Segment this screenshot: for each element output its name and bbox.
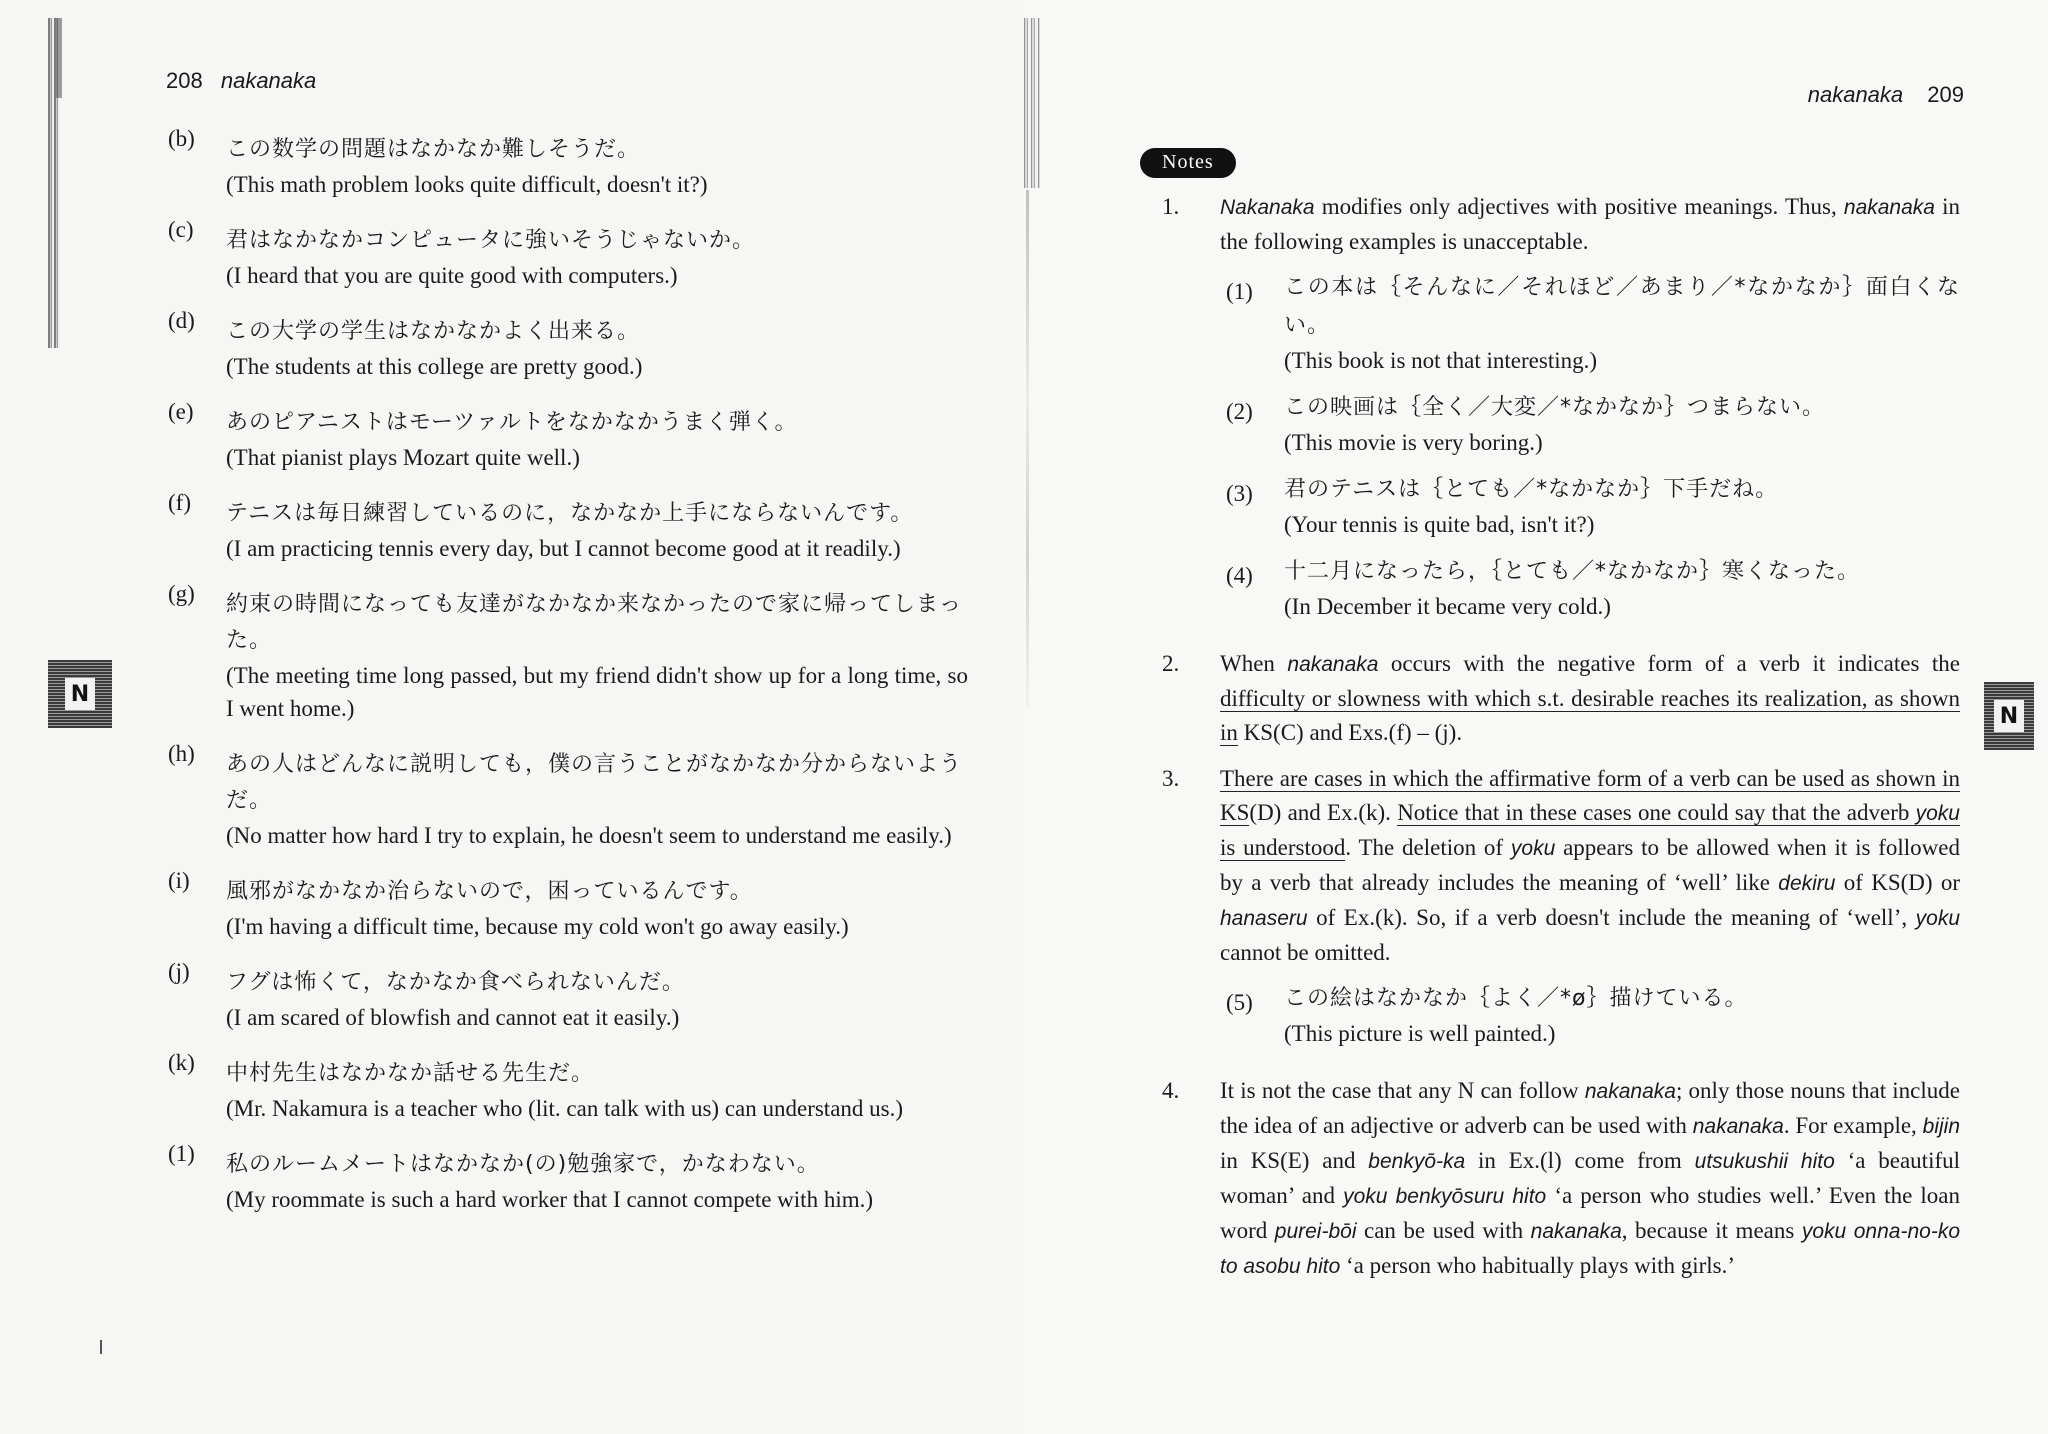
note-span: . The deletion of [1345,835,1511,860]
example-label: (b) [168,126,195,151]
note-span: , because it means [1621,1218,1802,1243]
note-span: . For example, [1783,1113,1923,1138]
term: dekiru [1778,872,1836,895]
example-japanese: 私のルームメートはなかなか(の)勉強家で，かなわない。 [226,1152,820,1177]
example-label: (1) [168,1141,195,1166]
running-head: nakanaka [220,68,317,93]
note-example [1220,269,1960,377]
scan-artifact-mark [100,1340,102,1354]
term: purei-bōi [1274,1220,1357,1243]
note-span: (D) and Ex.(k). [1249,800,1398,825]
term: nakanaka [1530,1220,1622,1243]
section-tab [48,660,112,728]
example-english: (No matter how hard I try to explain, he doesn't seem to understand me easily.) [226,823,952,848]
example-item [168,579,968,725]
example-label: (c) [168,217,194,242]
note-item [1140,647,1960,750]
scan-edge-shadow [56,18,62,98]
note-span: can be used with [1356,1218,1531,1243]
example-label: (h) [168,741,195,766]
note-example-label: (2) [1226,399,1253,424]
note-example [1220,980,1960,1050]
note-span: ; only those nouns that include the idea of an adjective or adverb can be used with [1220,1078,1960,1138]
note-example-japanese: 十二月になったら，｛とても／*なかなか｝寒くなった。 [1284,559,1861,584]
example-japanese: 中村先生はなかなか話せる先生だ。 [226,1061,595,1086]
note-span: It is not the case that any N can follow [1220,1078,1585,1103]
example-item [168,1048,968,1125]
example-japanese: 約束の時間になっても友達がなかなか来なかったので家に帰ってしまった。 [226,592,963,653]
right-page [1024,0,2048,1434]
note-span: modifies only adjectives with positive meanings. Thus, [1314,194,1844,219]
example-item [168,488,968,565]
note-item [1140,762,1960,1062]
example-english: (Mr. Nakamura is a teacher who (lit. can talk with us) can understand us.) [226,1096,904,1121]
note-text [1220,1074,1960,1284]
gutter-shadow [1026,190,1029,710]
example-english: (I heard that you are quite good with computers.) [226,263,678,288]
note-span: cannot be omitted. [1220,940,1391,965]
running-head: nakanaka [1807,82,1904,107]
example-english: (The students at this college are pretty good.) [226,354,643,379]
term: bijin [1922,1115,1960,1138]
term: utsukushii hito [1694,1150,1835,1173]
note-span: KS(C) and Exs.(f) – (j). [1237,720,1463,745]
note-example [1220,553,1960,623]
example-english: (My roommate is such a hard worker that I cannot compete with him.) [226,1187,874,1212]
note-number: 3. [1162,766,1180,791]
note-span: of Ex.(k). So, if a verb doesn't include the meaning of ‘well’, [1307,905,1916,930]
note-example-japanese: この映画は｛全く／大変／*なかなか｝つまらない。 [1284,395,1826,420]
example-item [168,866,968,943]
example-item [168,397,968,474]
note-span: ‘a beautiful woman’ and [1220,1148,1961,1208]
note-example-label: (3) [1226,481,1253,506]
example-japanese: あのピアニストはモーツァルトをなかなかうまく弾く。 [226,410,798,435]
example-english: (The meeting time long passed, but my friend didn't show up for a long time, so I went home.) [226,663,968,721]
example-item [168,957,968,1034]
note-example-label: (4) [1226,563,1253,588]
note-examples [1220,269,1960,623]
example-english: (That pianist plays Mozart quite well.) [226,445,580,470]
example-japanese: テニスは毎日練習しているのに，なかなか上手にならないんです。 [226,501,914,526]
note-number: 2. [1162,651,1180,676]
note-span: ‘a person who habitually plays with girls.’ [1340,1253,1736,1278]
note-example-japanese: 君のテニスは｛とても／*なかなか｝下手だね。 [1284,477,1779,502]
term: nakanaka [1584,1080,1676,1103]
notes-list [1140,190,1960,1296]
section-tab [1984,682,2034,750]
note-example-english: (This movie is very boring.) [1284,430,1543,455]
term: Nakanaka [1220,196,1315,219]
note-example-english: (This book is not that interesting.) [1284,348,1598,373]
example-list [168,124,968,1230]
note-span: in Ex.(l) come from [1465,1148,1695,1173]
example-label: (d) [168,308,195,333]
underlined-span: There are cases in which the affirmative form of a verb can be used as shown in KS [1220,766,1960,825]
example-item [168,306,968,383]
term: yoku onna-no-ko to asobu hito [1220,1220,1960,1278]
example-english: (This math problem looks quite difficult, doesn't it?) [226,172,708,197]
example-japanese: この数学の問題はなかなか難しそうだ。 [226,137,641,162]
example-japanese: フグは怖くて，なかなか食べられないんだ。 [226,970,685,995]
note-example-label: (5) [1226,990,1253,1015]
note-number: 1. [1162,194,1180,219]
note-example-japanese: この絵はなかなか｛よく／*ø｝描けている。 [1284,986,1748,1011]
term: hanaseru [1220,907,1308,930]
example-label: (j) [168,959,190,984]
note-text [1220,647,1960,750]
term: benkyō-ka [1368,1150,1466,1173]
note-item [1140,1074,1960,1284]
note-example-label: (1) [1226,279,1253,304]
note-span: in the following examples is unacceptable. [1220,194,1960,254]
right-page-header [1808,82,1964,108]
example-japanese: 君はなかなかコンピュータに強いそうじゃないか。 [226,228,756,253]
example-item [168,1139,968,1216]
note-span: in KS(E) and [1220,1148,1369,1173]
example-english: (I am scared of blowfish and cannot eat it easily.) [226,1005,680,1030]
notes-badge: Notes [1140,148,1236,178]
page-number: 209 [1927,82,1964,107]
note-span: ‘a person who studies well.’ Even the loan word [1220,1183,1960,1243]
term: yoku [1915,907,1960,930]
note-text [1220,762,1960,1062]
section-tab-letter: N [65,678,95,710]
section-tab-letter: N [1994,700,2024,732]
note-examples [1220,980,1960,1050]
note-example [1220,471,1960,541]
example-item [168,215,968,292]
underlined-span: is understood [1220,835,1346,860]
term: yoku [1510,837,1556,860]
note-example-japanese: この本は｛そんなに／それほど／あまり／*なかなか｝面白くない。 [1284,275,1960,338]
term: nakanaka [1843,196,1935,219]
term: nakanaka [1287,653,1379,676]
example-label: (f) [168,490,191,515]
note-span: occurs with the negative form of a verb it indicates the [1378,651,1961,676]
note-example [1220,389,1960,459]
note-example-english: (Your tennis is quite bad, isn't it?) [1284,512,1595,537]
term: nakanaka [1692,1115,1784,1138]
gutter-shadow [1024,18,1040,188]
example-item [168,739,968,852]
example-item [168,124,968,201]
underlined-span: Notice that in these cases one could say that the adverb [1397,800,1916,825]
left-page-header [166,68,316,94]
note-text [1220,190,1960,635]
term: yoku benkyōsuru hito [1343,1185,1547,1208]
note-span: When [1220,651,1288,676]
example-japanese: 風邪がなかなか治らないので，困っているんです。 [226,879,753,904]
note-span: of KS(D) or [1835,870,1960,895]
example-label: (k) [168,1050,195,1075]
example-label: (i) [168,868,190,893]
note-number: 4. [1162,1078,1180,1103]
note-item [1140,190,1960,635]
term: yoku [1915,802,1960,825]
example-english: (I am practicing tennis every day, but I cannot become good at it readily.) [226,536,901,561]
example-english: (I'm having a difficult time, because my cold won't go away easily.) [226,914,849,939]
page-number: 208 [166,68,203,93]
example-label: (e) [168,399,194,424]
example-label: (g) [168,581,195,606]
underlined-span: difficulty or slowness with which s.t. desirable reaches its realization, as shown in [1220,686,1960,745]
example-japanese: あの人はどんなに説明しても，僕の言うことがなかなか分からないようだ。 [226,752,963,813]
note-span: appears to be allowed when it is followed by a verb that already includes the meaning of ‘well’ like [1220,835,1960,895]
note-example-english: (This picture is well painted.) [1284,1021,1556,1046]
example-japanese: この大学の学生はなかなかよく出来る。 [226,319,641,344]
note-example-english: (In December it became very cold.) [1284,594,1611,619]
